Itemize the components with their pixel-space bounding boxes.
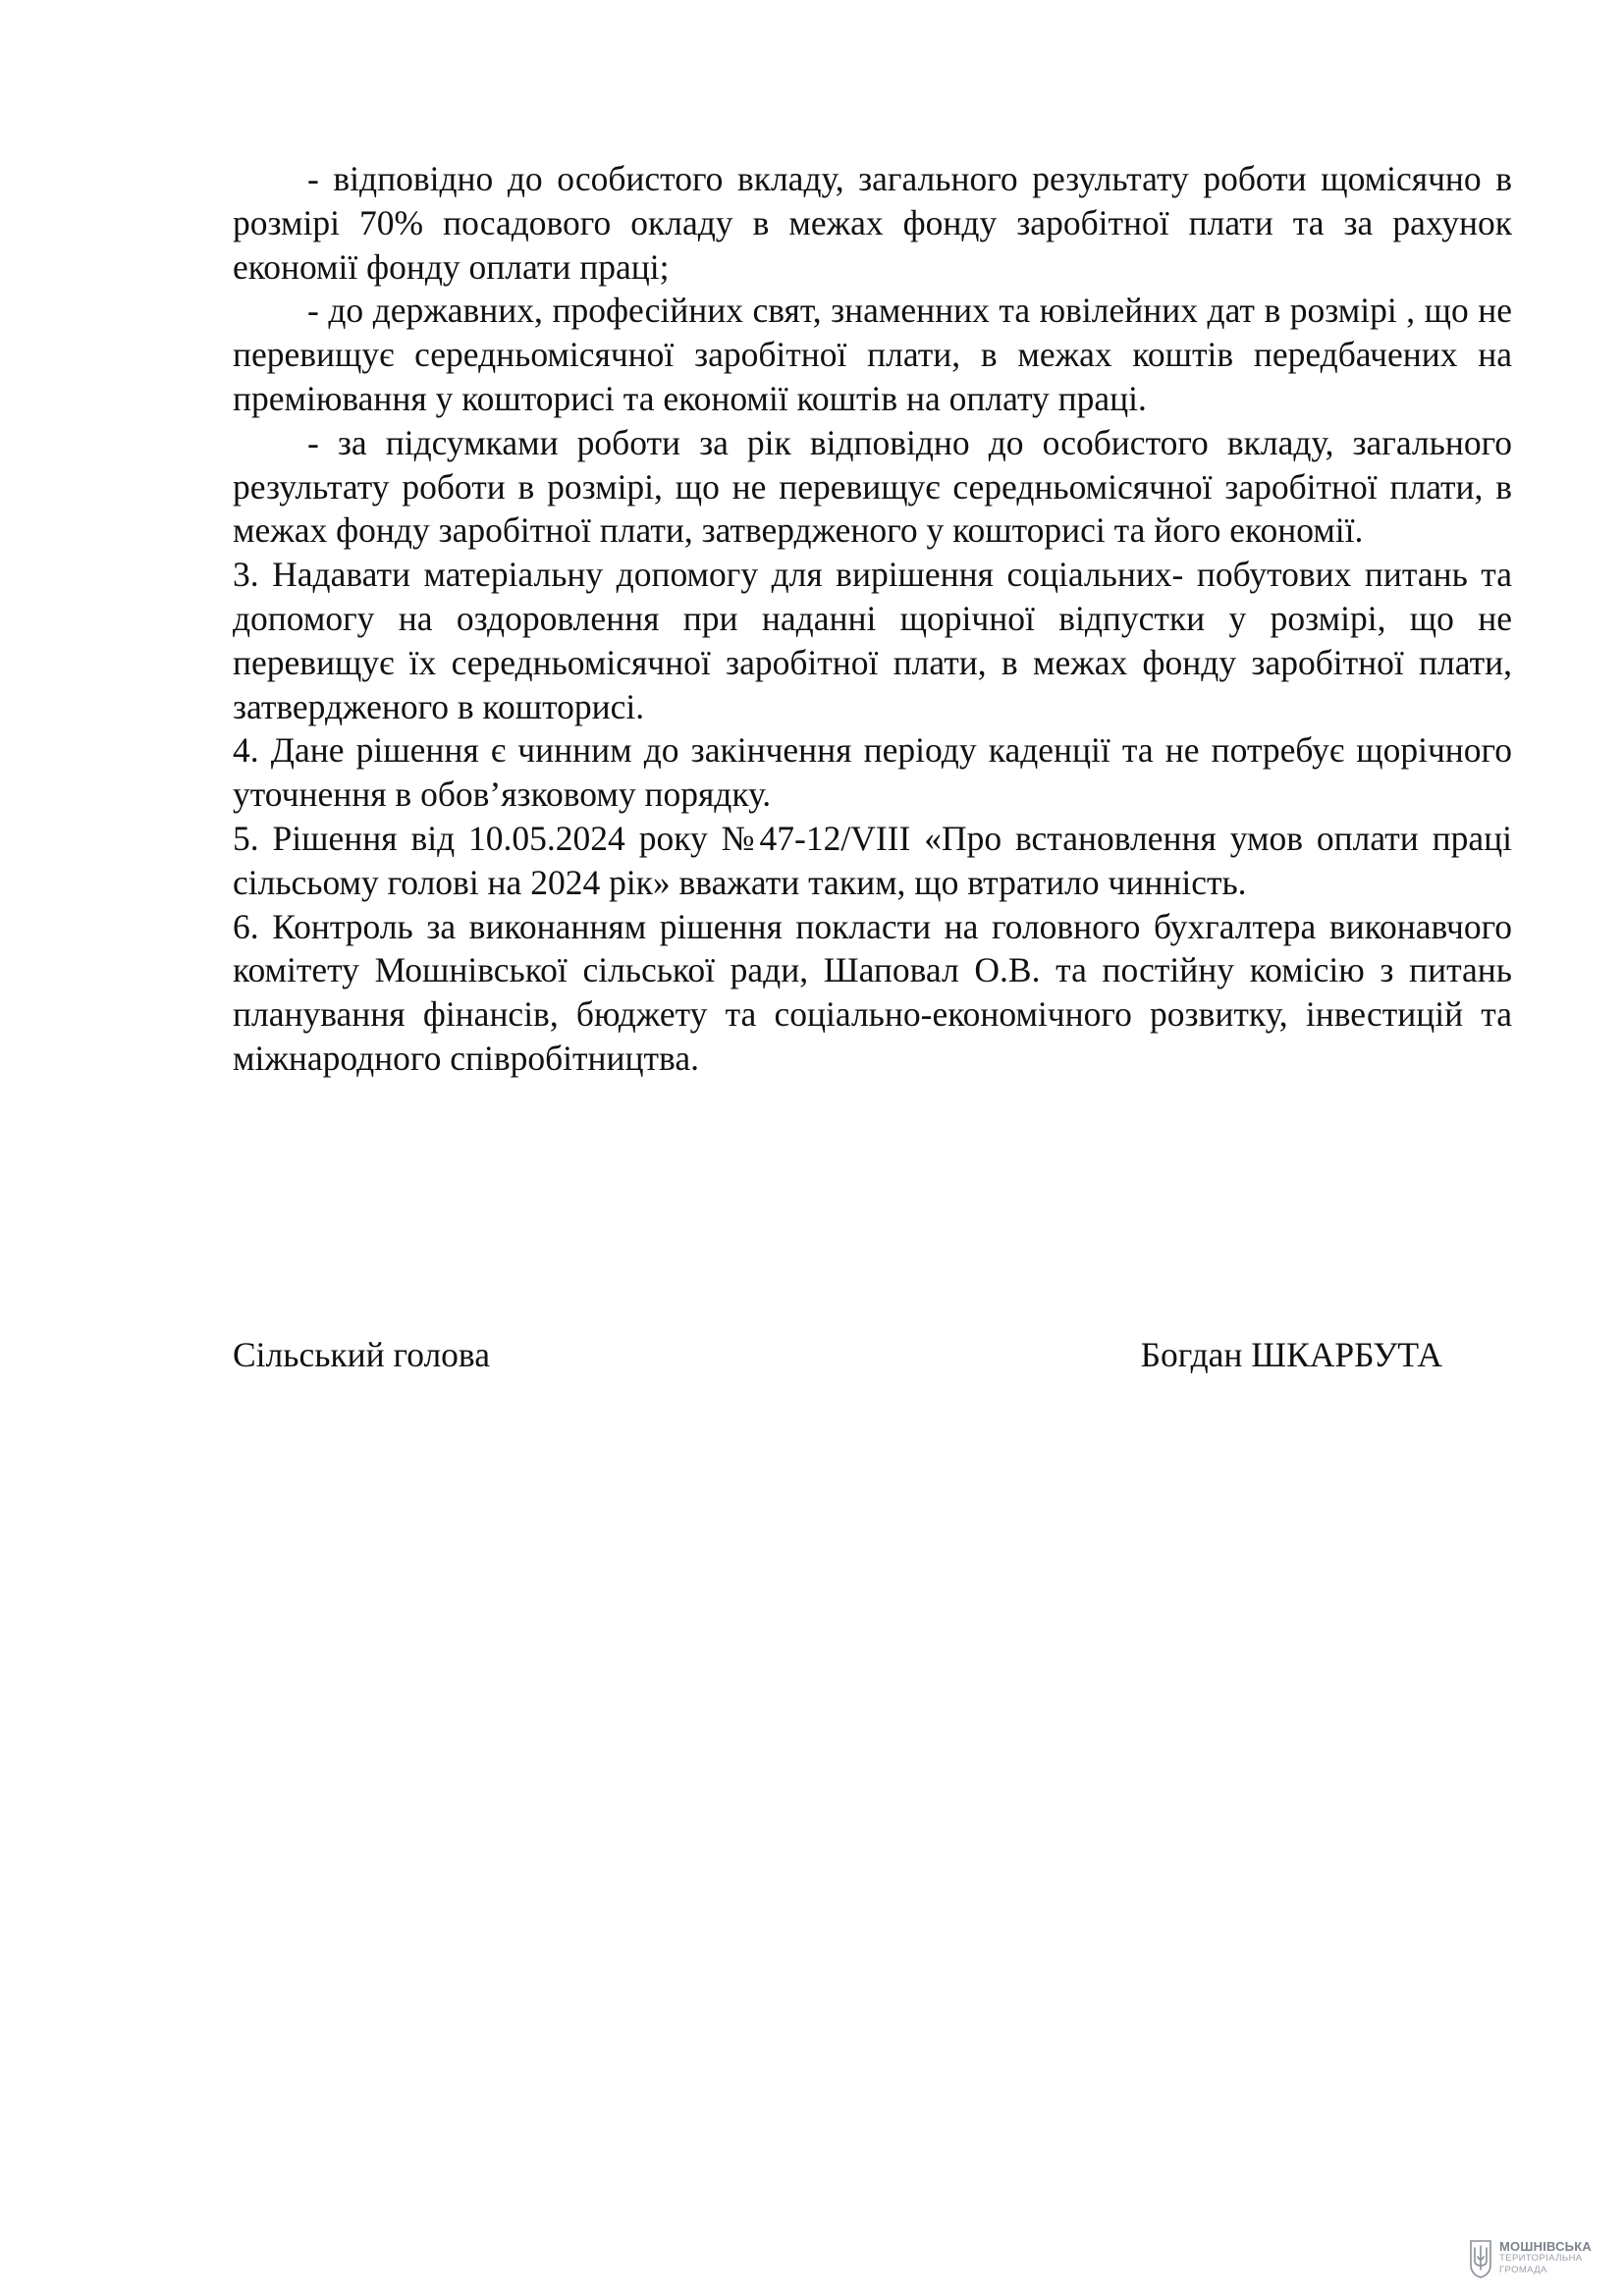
paragraph-item-3: 3. Надавати матеріальну допомогу для вирішення соціальних- побутових питань та допомогу на оздоровлення при наданні щорічної відпустки у розмірі, що не перевищує їх середньомісячної заробітної плати, в межах фонду заробітної плати, затвердженого в кошторисі. [233, 555, 1512, 726]
trident-emblem-icon [1470, 2239, 1491, 2278]
logo-text [1499, 2241, 1592, 2276]
document-body [233, 157, 1512, 1081]
signature-name: Богдан ШКАРБУТА [1140, 1335, 1442, 1374]
paragraph-bonus-monthly: - відповідно до особистого вкладу, загального результату роботи щомісячно в розмірі 70% посадового окладу в межах фонду заробітної плати та за рахунок економії фонду оплати праці; [233, 159, 1512, 287]
community-logo [1470, 2237, 1607, 2280]
paragraph-bonus-holidays: - до державних, професійних свят, знаменних та ювілейних дат в розмірі , що не перевищує середньомісячної заробітної плати, в межах коштів передбачених на преміювання у кошторисі та економії коштів на оплату праці. [233, 291, 1512, 418]
paragraph-item-4: 4. Дане рішення є чинним до закінчення періоду каденції та не потребує щорічного уточнення в обов’язковому порядку. [233, 730, 1512, 815]
logo-line-2: ТЕРИТОРІАЛЬНА [1499, 2253, 1583, 2264]
logo-line-3: ГРОМАДА [1499, 2265, 1547, 2275]
paragraph-item-6: 6. Контроль за виконанням рішення покласти на головного бухгалтера виконавчого комітету Мошнівської сільської ради, Шаповал О.В. та постійну комісію з питань планування фінансів, бюджету та соціально-економічного розвитку, інвестицій та міжнародного співробітництва. [233, 906, 1512, 1078]
signature-position: Сільський голова [233, 1335, 490, 1374]
logo-line-1: МОШНІВСЬКА [1499, 2239, 1592, 2254]
paragraph-bonus-annual: - за підсумками роботи за рік відповідно до особистого вкладу, загального результату роботи в розмірі, що не перевищує середньомісячної заробітної плати, в межах фонду заробітної плати, затвердженого у кошторисі та його економії. [233, 422, 1512, 551]
paragraph-item-5: 5. Рішення від 10.05.2024 року №47-12/VIII «Про встановлення умов оплати праці сільсьому голові на 2024 рік» вважати таким, що втратило чинність. [233, 818, 1512, 902]
